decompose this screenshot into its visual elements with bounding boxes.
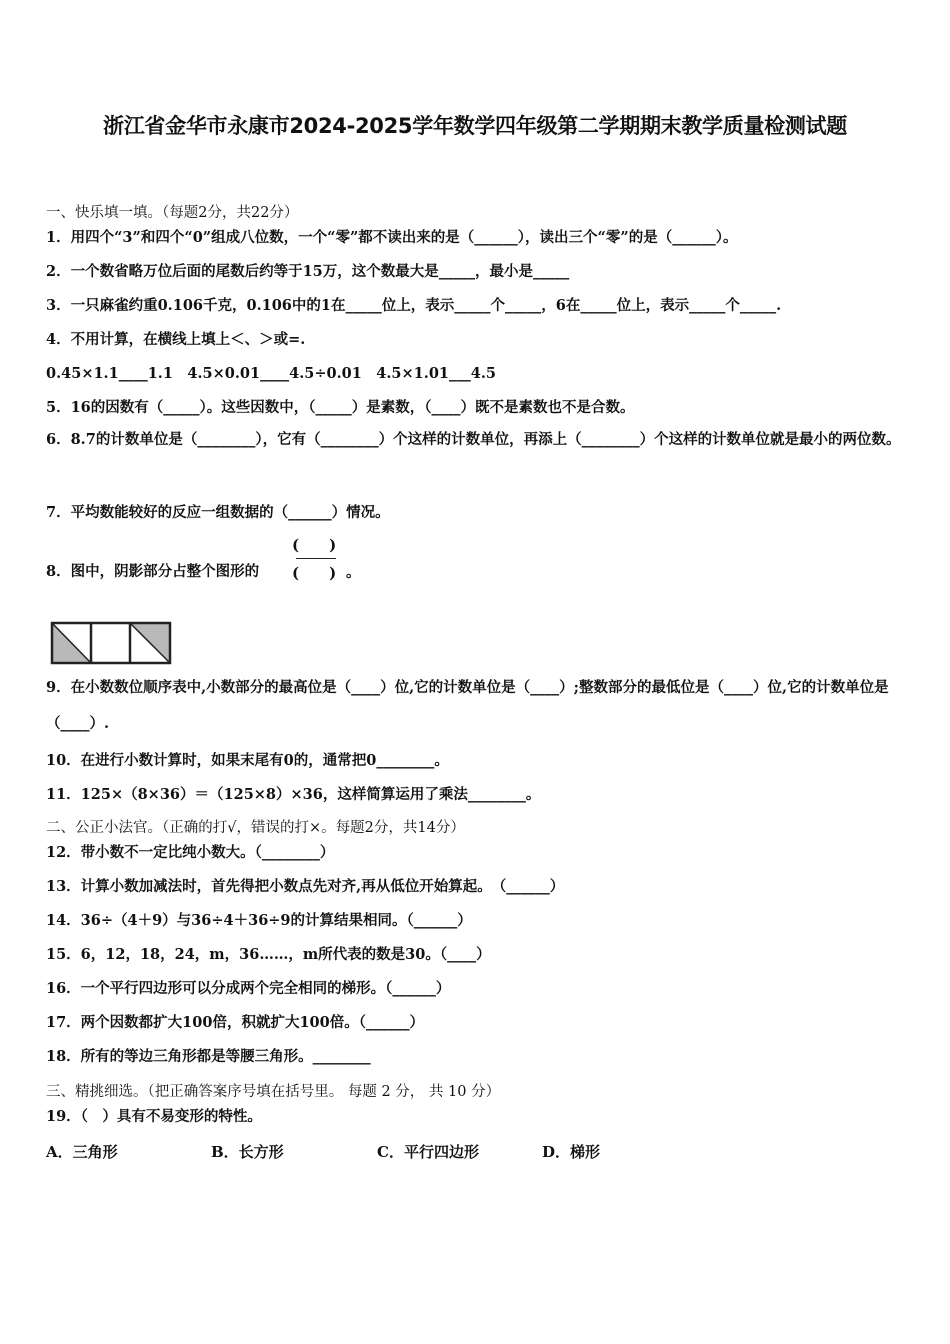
option-d: D．梯形: [542, 1143, 601, 1161]
question-14: 14．36÷（4＋9）与36÷4＋36÷9的计算结果相同。（______）: [46, 912, 472, 929]
fraction-numerator: ( ): [292, 536, 337, 554]
section-3-heading: 三、精挑细选。（把正确答案序号填在括号里。 每题 2 分， 共 10 分）: [46, 1084, 501, 1100]
question-13: 13．计算小数加减法时，首先得把小数点先对齐,再从低位开始算起。 （______）: [46, 878, 565, 895]
shaded-figure: [50, 621, 172, 665]
section-1-heading: 一、快乐填一填。（每题2分，共22分）: [46, 205, 299, 221]
question-9: 9．在小数数位顺序表中,小数部分的最高位是（____）位,它的计数单位是（____）;整数部分的最低位是（____）位,它的计数单位是（____）.: [46, 679, 889, 732]
question-16: 16．一个平行四边形可以分成两个完全相同的梯形。（______）: [46, 980, 451, 997]
question-12: 12．带小数不一定比纯小数大。（________）: [46, 844, 335, 861]
question-2: 2．一个数省略万位后面的尾数后约等于15万，这个数最大是_____，最小是_____: [46, 263, 570, 280]
question-7: 7．平均数能较好的反应一组数据的（______）情况。: [46, 504, 390, 521]
question-17: 17．两个因数都扩大100倍，积就扩大100倍。（______）: [46, 1014, 424, 1031]
question-10: 10．在进行小数计算时，如果末尾有0的，通常把0________。: [46, 752, 449, 769]
question-5: 5．16的因数有（_____）。这些因数中，（_____）是素数，（____）既不是素数也不是合数。: [46, 399, 635, 416]
question-8-text: 8．图中，阴影部分占整个图形的: [46, 563, 260, 580]
question-8: [46, 562, 259, 582]
fraction-bar: [296, 558, 336, 559]
question-4: 4．不用计算，在横线上填上＜、＞或=.: [46, 331, 306, 348]
question-19: 19．（ ）具有不易变形的特性。: [46, 1108, 262, 1125]
page-title: 浙江省金华市永康市2024-2025学年数学四年级第二学期期末教学质量检测试题: [103, 114, 847, 138]
question-6: 6．8.7的计数单位是（________），它有（________）个这样的计数单位，再添上（________）个这样的计数单位就是最小的两位数。: [46, 431, 901, 448]
section-2-heading: 二、公正小法官。（正确的打√，错误的打×。每题2分，共14分）: [46, 820, 465, 836]
question-1: 1．用四个“3”和四个“0”组成八位数，一个“零”都不读出来的是（______），读出三个“零”的是（______）。: [46, 229, 738, 246]
option-a: A．三角形: [46, 1143, 118, 1161]
fraction-denominator: ( ): [292, 564, 337, 582]
option-b: B．长方形: [211, 1143, 284, 1161]
question-11: 11．125×（8×36）＝（125×8）×36，这样简算运用了乘法________。: [46, 786, 541, 803]
question-3: 3．一只麻雀约重0.106千克，0.106中的1在_____位上，表示_____个_____，6在_____位上，表示_____个_____.: [46, 297, 782, 314]
question-18: 18．所有的等边三角形都是等腰三角形。________: [46, 1048, 371, 1065]
question-4-items: 0.45×1.1____1.1 4.5×0.01____4.5÷0.01 4.5×1.01___4.5: [46, 365, 496, 382]
question-8-end: 。: [346, 564, 361, 581]
option-c: C．平行四边形: [377, 1143, 479, 1161]
question-15: 15．6，12，18，24，m，36……，m所代表的数是30。（____）: [46, 946, 491, 963]
